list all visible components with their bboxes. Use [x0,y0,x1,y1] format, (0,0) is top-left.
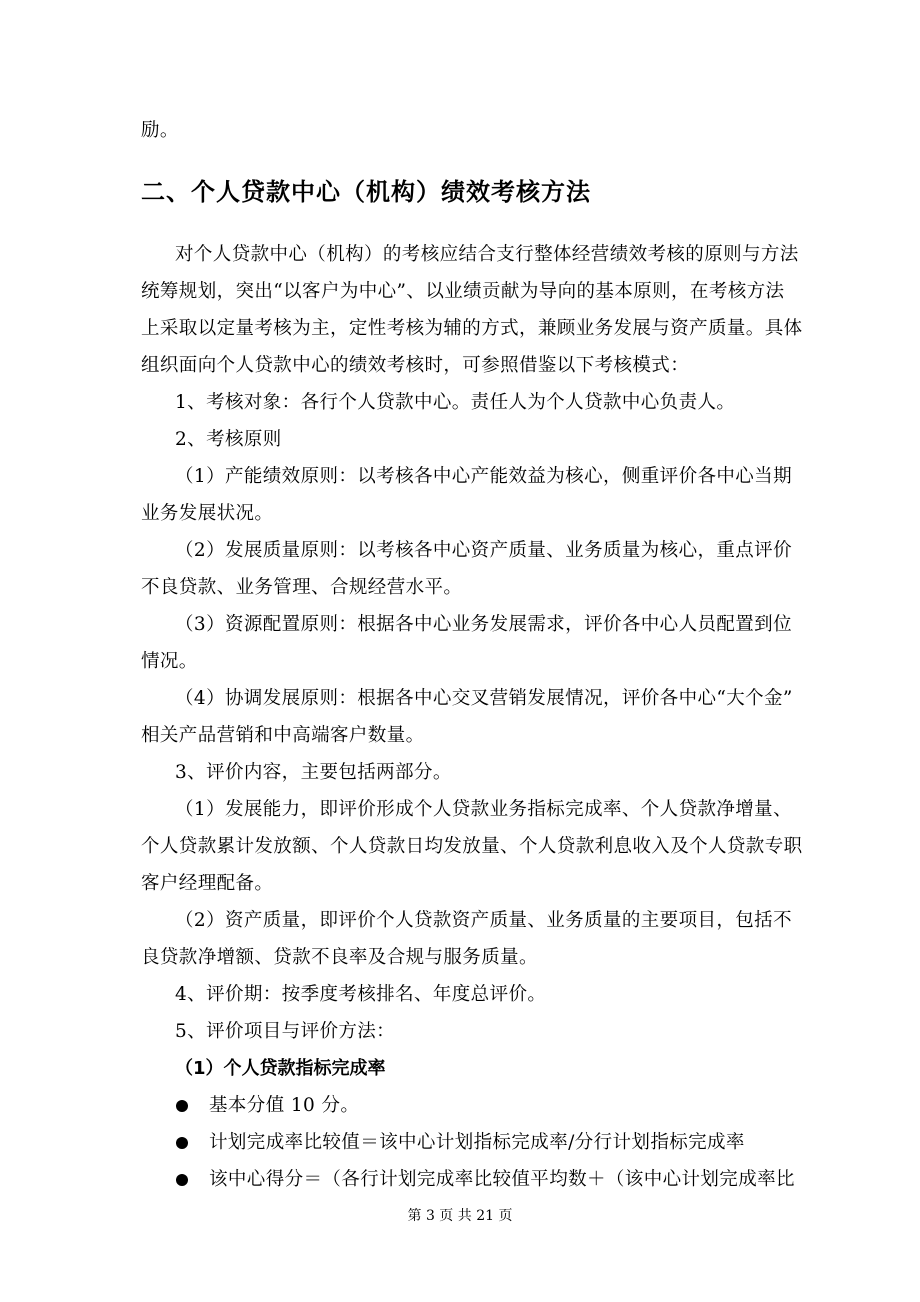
list-item: 5、评价项目与评价方法： [175,1021,396,1042]
bullet-dot-icon [176,1174,188,1186]
list-item: 1、考核对象：各行个人贷款中心。责任人为个人贷款中心负责人。 [175,392,736,413]
intro-fragment: 励。 [141,120,179,141]
content-line: 客户经理配备。 [141,873,274,894]
principle-line: （3）资源配置原则：根据各中心业务发展需求，评价各中心人员配置到位 [175,614,792,635]
list-item: 2、考核原则 [175,429,282,450]
content-line: 个人贷款累计发放额、个人贷款日均发放量、个人贷款利息收入及个人贷款专职 [141,836,803,857]
paragraph-line: 上采取以定量考核为主，定性考核为辅的方式，兼顾业务发展与资产质量。具体 [141,318,803,339]
paragraph-line: 组织面向个人贷款中心的绩效考核时，可参照借鉴以下考核模式： [141,355,690,376]
principle-line: （4）协调发展原则：根据各中心交叉营销发展情况，评价各中心“大个金” [175,688,793,709]
list-item: 4、评价期：按季度考核排名、年度总评价。 [175,984,547,1005]
section-heading: 二、个人贷款中心（机构）绩效考核方法 [141,178,591,206]
paragraph-line: 对个人贷款中心（机构）的考核应结合支行整体经营绩效考核的原则与方法 [175,244,799,265]
bullet-dot-icon [176,1100,188,1112]
subheading: （1）个人贷款指标完成率 [175,1058,386,1079]
bullet-item: 计划完成率比较值＝该中心计划指标完成率/分行计划指标完成率 [209,1132,745,1153]
page-number: 第 3 页 共 21 页 [407,1208,513,1224]
principle-line: 不良贷款、业务管理、合规经营水平。 [141,577,463,598]
principle-line: 情况。 [141,651,198,672]
content-line: （2）资产质量，即评价个人贷款资产质量、业务质量的主要项目，包括不 [175,910,792,931]
paragraph-line: 统筹规划，突出“以客户为中心”、以业绩贡献为导向的基本原则，在考核方法 [141,281,785,302]
content-line: （1）发展能力，即评价形成个人贷款业务指标完成率、个人贷款净增量、 [175,799,792,820]
content-line: 良贷款净增额、贷款不良率及合规与服务质量。 [141,947,538,968]
principle-line: 业务发展状况。 [141,503,274,524]
bullet-dot-icon [176,1137,188,1149]
principle-line: 相关产品营销和中高端客户数量。 [141,725,425,746]
list-item: 3、评价内容，主要包括两部分。 [175,762,452,783]
principle-line: （1）产能绩效原则：以考核各中心产能效益为核心，侧重评价各中心当期 [175,466,792,487]
bullet-item: 基本分值 10 分。 [209,1095,360,1116]
principle-line: （2）发展质量原则：以考核各中心资产质量、业务质量为核心，重点评价 [175,540,792,561]
bullet-item: 该中心得分＝（各行计划完成率比较值平均数＋（该中心计划完成率比 [209,1169,795,1190]
